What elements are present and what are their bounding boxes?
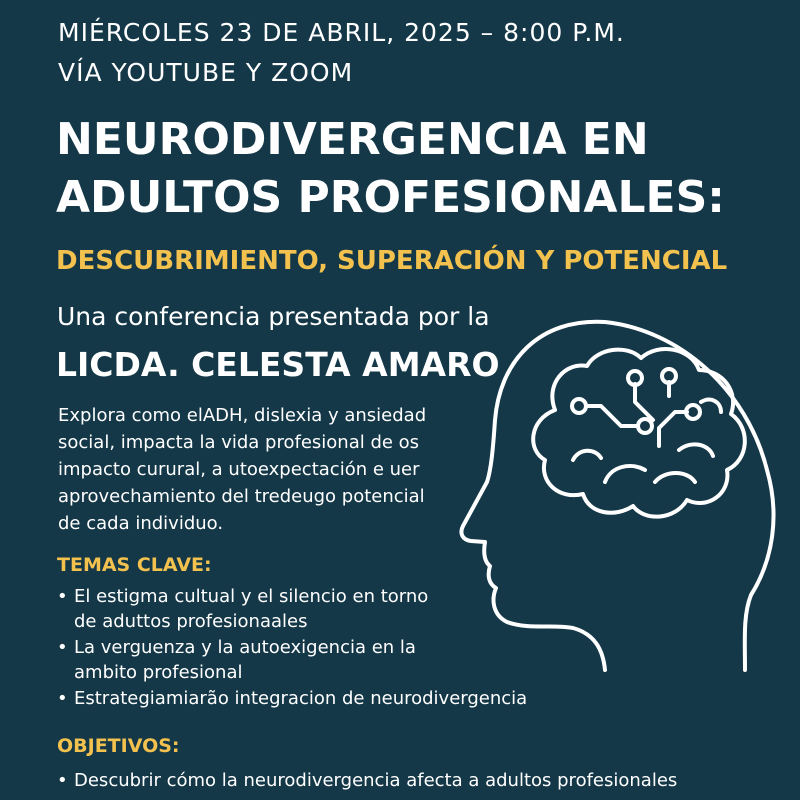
description-line: de cada individuo. bbox=[58, 513, 224, 534]
bullet-icon: • bbox=[57, 637, 68, 658]
list-item-text-cont: de aduttos profesionaales bbox=[74, 611, 308, 632]
poster-title-line-1: NEURODIVERGENCIA EN bbox=[56, 114, 649, 165]
list-item bbox=[57, 768, 677, 793]
description-line: aprovechamiento del tredeugo potencial bbox=[58, 486, 425, 507]
bullet-icon: • bbox=[57, 688, 68, 709]
list-item-text-cont: ambito profesional bbox=[74, 662, 243, 683]
objetivos-list bbox=[57, 768, 677, 794]
list-item bbox=[57, 686, 527, 711]
list-item-text: La verguenza y la autoexigencia en la bbox=[74, 637, 416, 658]
poster-subtitle: DESCUBRIMIENTO, SUPERACIÓN Y POTENCIAL bbox=[56, 246, 728, 276]
bullet-icon: • bbox=[57, 586, 68, 607]
list-item-text: Descubrir cómo la neurodivergencia afecta a adultos profesionales bbox=[74, 770, 678, 791]
list-item-text: Estrategiamiarão integracion de neurodivergencia bbox=[74, 688, 528, 709]
objetivos-heading: OBJETIVOS: bbox=[57, 735, 180, 757]
presenter-name: LICDA. CELESTA AMARO bbox=[56, 345, 500, 384]
head-brain-icon bbox=[455, 310, 785, 680]
description-line: impacto curural, a utoexpectación e uer bbox=[58, 459, 420, 480]
description-line: social, impacta la vida profesional de os bbox=[58, 432, 420, 453]
event-platform: VÍA YOUTUBE Y ZOOM bbox=[58, 58, 354, 87]
event-description bbox=[58, 402, 458, 537]
event-date-time: MIÉRCOLES 23 DE ABRIL, 2025 – 8:00 P.M. bbox=[58, 18, 625, 47]
temas-clave-heading: TEMAS CLAVE: bbox=[57, 554, 212, 576]
presenter-intro: Una conferencia presentada por la bbox=[57, 302, 490, 331]
poster-title-line-2: ADULTOS PROFESIONALES: bbox=[56, 172, 725, 223]
bullet-icon: • bbox=[57, 770, 68, 791]
description-line: Explora como elADH, dislexia y ansiedad bbox=[58, 405, 427, 426]
list-item-text: El estigma cultual y el silencio en torno bbox=[74, 586, 429, 607]
